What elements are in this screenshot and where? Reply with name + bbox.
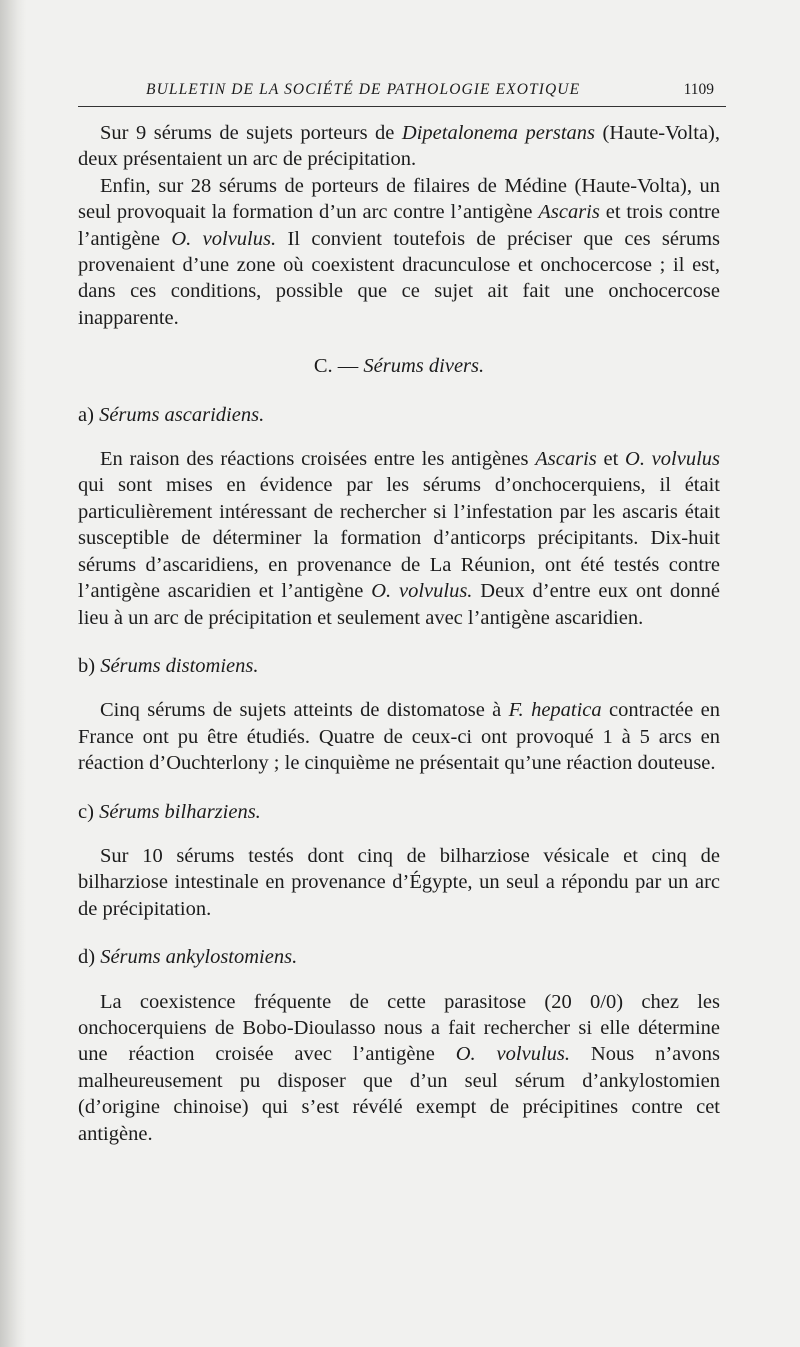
text-run: Deux d’entre eux ont donné lieu à un arc de précipitation et seulement avec l’antigène ascaridien.: [78, 580, 720, 629]
italic-run: O. volvulus.: [171, 227, 277, 250]
text-run: d): [78, 946, 101, 969]
text-run: c): [78, 800, 100, 823]
text-run: Nous n’avons malheureusement pu disposer que d’un seul sérum d’ankylostomien (d’origine chinoise) qui s’est révélé exempt de précipitines contre cet antigène.: [78, 1043, 721, 1145]
text-run: Il convient toutefois de préciser que ces sérums provenaient d’une zone où coexistent dracunculose et onchocercose ; il est, dans ces conditions, possible que ce sujet ait fait une onchocercose inapparente.: [78, 227, 720, 329]
subheading-d: [78, 944, 720, 970]
paragraph-medine: [78, 173, 720, 331]
paragraph-ankylostomiens: [78, 989, 720, 1147]
text-run: Enfin, sur 28 sérums de porteurs de filaires de Médine (Haute-Volta), un seul provoquait la formation d’un arc contre l’antigène: [78, 174, 720, 224]
section-heading-c: [78, 353, 720, 379]
text-run: Sur 10 sérums testés dont cinq de bilharziose vésicale et cinq de bilharziose intestinale en provenance d’Égypte, un seul a répondu par un arc de précipitation.: [78, 844, 720, 920]
text-run: La coexistence fréquente de cette parasitose (20 0/0) chez les onchocerquiens de Bobo-Dioulasso nous a fait rechercher si elle détermine une réaction croisée avec l’antigène: [78, 990, 720, 1066]
page-edge-shadow: [0, 0, 26, 1347]
italic-run: Ascaris: [538, 201, 600, 224]
italic-run: Sérums divers.: [363, 355, 485, 378]
page-number: 1109: [683, 81, 714, 98]
text-run: (Haute-Volta), deux présentaient un arc de précipitation.: [78, 122, 720, 171]
text-run: C. —: [313, 355, 364, 378]
italic-run: Sérums ascaridiens.: [99, 403, 265, 426]
text-run: contractée en France ont pu être étudiés. Quatre de ceux-ci ont provoqué 1 à 5 arcs en réaction d’Ouchterlony ; le cinquième ne présentait qu’une réaction douteuse.: [78, 699, 720, 775]
text-run: b): [78, 654, 101, 677]
text-run: a): [78, 403, 100, 426]
italic-run: O. volvulus: [625, 448, 720, 471]
journal-title: BULLETIN DE LA SOCIÉTÉ DE PATHOLOGIE EXOTIQUE: [146, 81, 581, 98]
paragraph-ascaridiens: [78, 446, 720, 631]
running-header: [78, 78, 726, 107]
subheading-c: [78, 799, 720, 825]
italic-run: Sérums bilharziens.: [99, 800, 261, 823]
italic-run: Ascaris: [535, 448, 597, 471]
body-text: [78, 120, 720, 1147]
text-run: qui sont mises en évidence par les sérums d’onchocerquiens, il était particulièrement intéressant de rechercher si l’infestation par les ascaris était susceptible de déterminer la formation d’anticorps précipitants. Dix-huit sérums d’ascaridiens, en provenance de La Réunion, ont été testés contre l’antigène ascaridien et l’antigène: [78, 474, 720, 603]
paragraph-bilharziens: [78, 843, 720, 922]
text-run: et: [596, 448, 626, 471]
italic-run: O. volvulus.: [371, 580, 473, 603]
italic-run: O. volvulus.: [455, 1043, 570, 1066]
subheading-a: [78, 402, 720, 428]
italic-run: Sérums ankylostomiens.: [100, 946, 298, 969]
paragraph-distomiens: [78, 697, 720, 776]
italic-run: Dipetalonema perstans: [401, 122, 596, 144]
text-run: En raison des réactions croisées entre les antigènes: [100, 448, 536, 471]
italic-run: F. hepatica: [508, 699, 602, 722]
subheading-b: [78, 653, 720, 679]
paragraph-dipetalonema: [78, 120, 720, 173]
text-run: Cinq sérums de sujets atteints de distomatose à: [100, 699, 509, 722]
italic-run: Sérums distomiens.: [100, 654, 259, 677]
text-run: Sur 9 sérums de sujets porteurs de: [100, 122, 402, 144]
text-run: et trois contre l’antigène: [78, 201, 720, 250]
